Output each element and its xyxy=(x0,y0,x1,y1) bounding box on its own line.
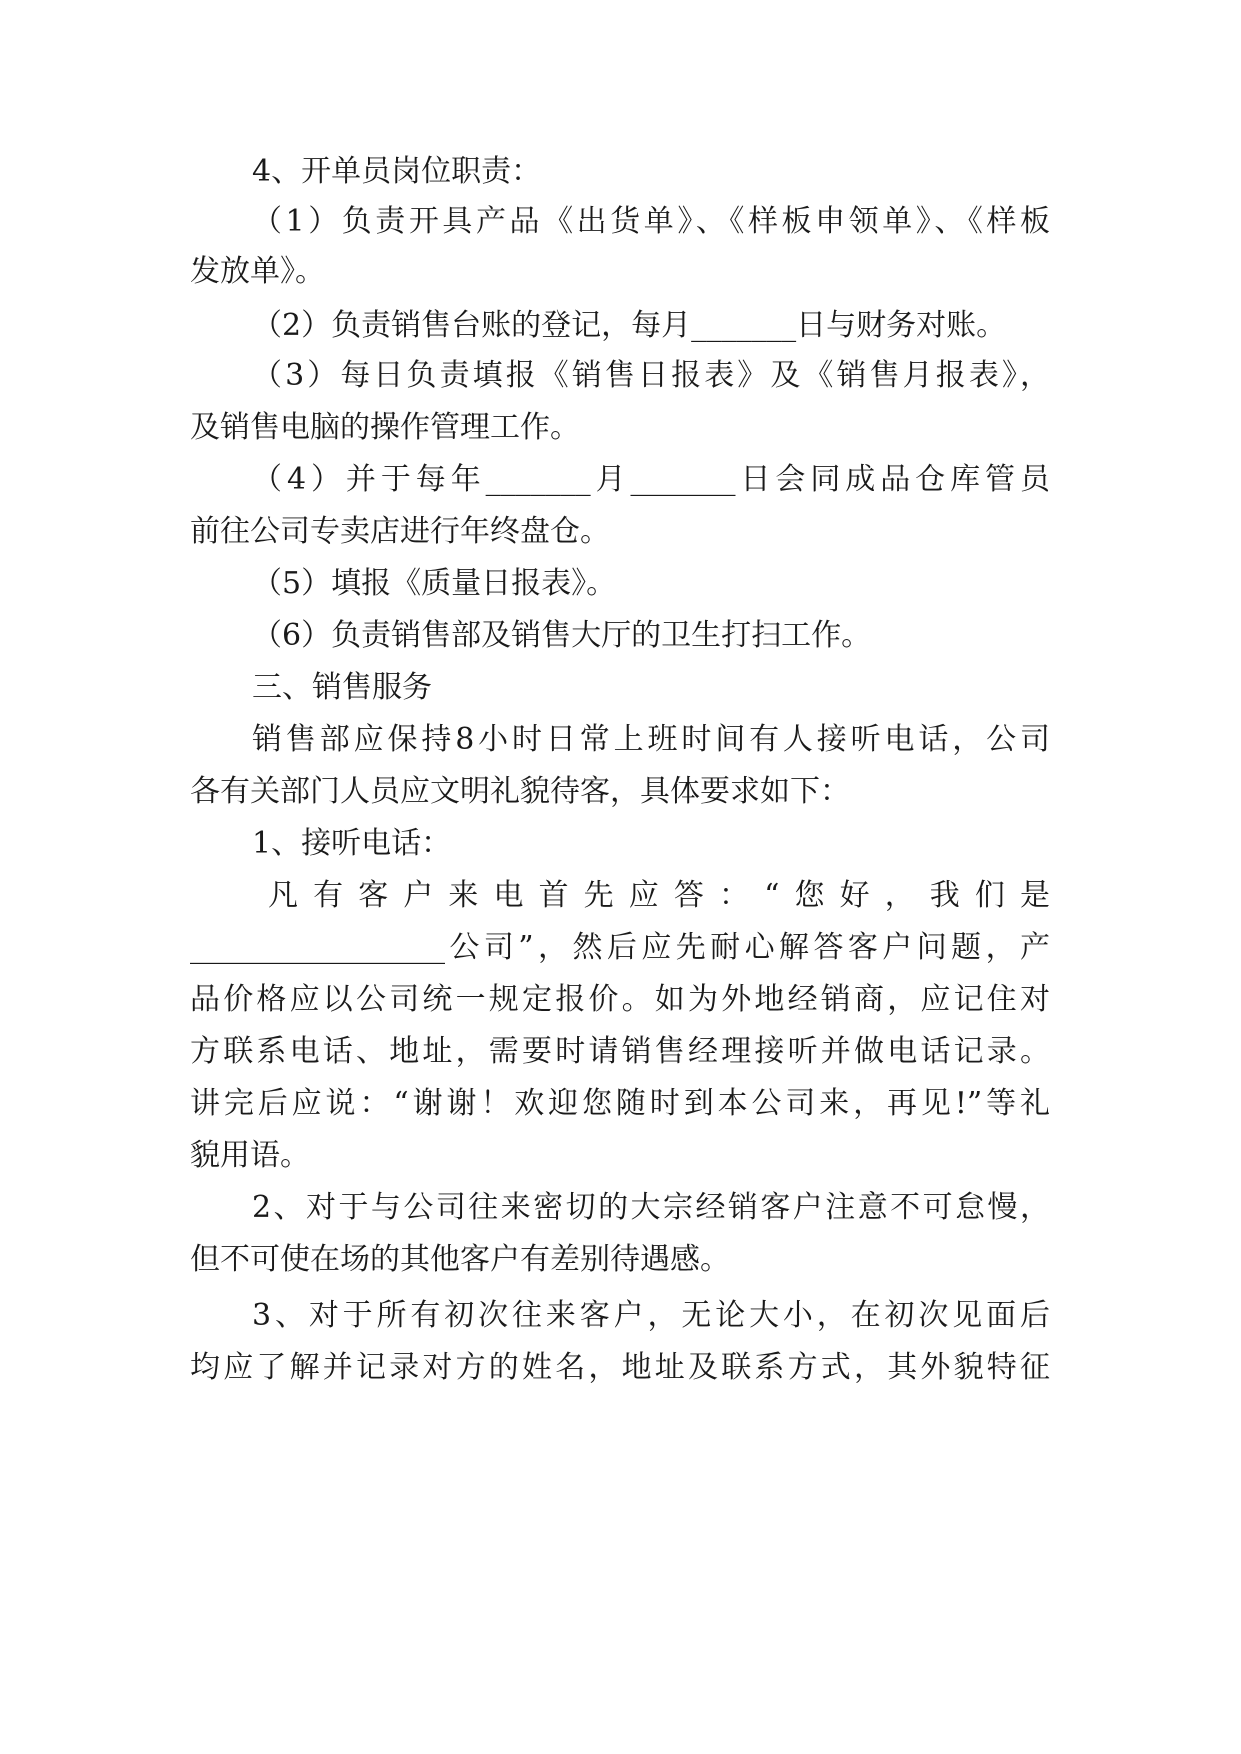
item-3-line-2: 均应了解并记录对方的姓名，地址及联系方式，其外貌特征 xyxy=(190,1350,1050,1385)
duty-1-line-1: （1）负责开具产品《出货单》、《样板申领单》、《样板 xyxy=(252,204,1050,239)
item-3-line-1: 3、对于所有初次往来客户，无论大小，在初次见面后 xyxy=(252,1298,1050,1333)
section-heading-sales-service: 三、销售服务 xyxy=(252,670,432,705)
duty-2: （2）负责销售台账的登记，每月_______日与财务对账。 xyxy=(252,308,1007,343)
duty-3-line-1: （3）每日负责填报《销售日报表》及《销售月报表》， xyxy=(252,358,1050,393)
duty-3-line-2: 及销售电脑的操作管理工作。 xyxy=(190,410,580,445)
service-intro-line-2: 各有关部门人员应文明礼貌待客，具体要求如下： xyxy=(190,774,850,809)
phone-para-line-3: 品价格应以公司统一规定报价。如为外地经销商，应记住对 xyxy=(190,982,1050,1017)
duty-5: （5）填报《质量日报表》。 xyxy=(252,566,617,601)
phone-para-line-1: 凡有客户来电首先应答：“您好，我们是 xyxy=(268,878,1050,913)
item-2-line-2: 但不可使在场的其他客户有差别待遇感。 xyxy=(190,1242,730,1277)
phone-para-line-4: 方联系电话、地址，需要时请销售经理接听并做电话记录。 xyxy=(190,1034,1050,1069)
phone-para-line-5: 讲完后应说：“谢谢！欢迎您随时到本公司来，再见!”等礼 xyxy=(190,1086,1050,1121)
heading-answer-phone: 1、接听电话： xyxy=(252,826,452,861)
phone-para-line-6: 貌用语。 xyxy=(190,1138,310,1173)
duty-6: （6）负责销售部及销售大厅的卫生打扫工作。 xyxy=(252,618,872,653)
duty-4-line-1: （4）并于每年_______月_______日会同成品仓库管员 xyxy=(252,462,1050,497)
phone-para-line-2: _________________公司”，然后应先耐心解答客户问题，产 xyxy=(190,930,1050,965)
item-2-line-1: 2、对于与公司往来密切的大宗经销客户注意不可怠慢， xyxy=(252,1190,1050,1225)
heading-issuer-duties: 4、开单员岗位职责： xyxy=(252,154,542,189)
duty-4-line-2: 前往公司专卖店进行年终盘仓。 xyxy=(190,514,610,549)
duty-1-line-2: 发放单》。 xyxy=(190,254,325,289)
service-intro-line-1: 销售部应保持8小时日常上班时间有人接听电话，公司 xyxy=(252,722,1050,757)
